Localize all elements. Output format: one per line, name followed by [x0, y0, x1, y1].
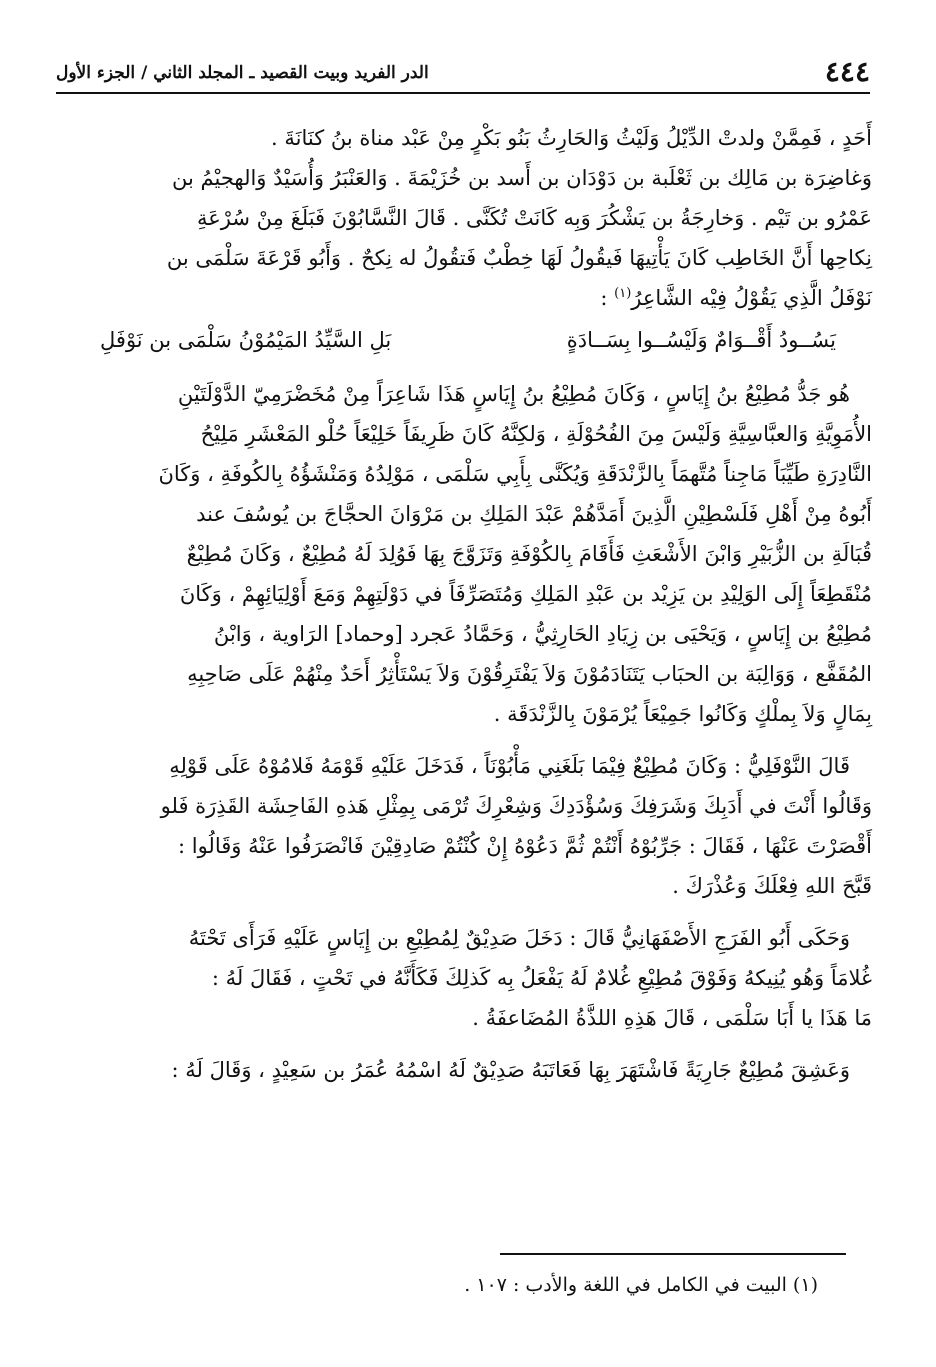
footnote-reference: (١): [614, 286, 632, 301]
paragraph-5: وَعَشِقَ مُطِيْعٌ جَارِيَةً فَاشْتَهَرَ بِهَا فَعَاتَبَهُ صَدِيْقٌ لَهُ اسْمُهُ عُمَرُ بن سَعِيْدٍ ، وَقَالَ لَهُ :: [171, 1058, 850, 1082]
body-text: [64, 118, 872, 1090]
footnote: (١) البيت في الكامل في اللغة والأدب : ١٠٧ .: [464, 1274, 818, 1296]
running-title: الدر الفريد وبيت القصيد ـ المجلد الثاني / الجزء الأول: [56, 63, 429, 83]
paragraph-4: وَحَكَى أَبُو الفَرَجِ الأَصْفَهَانِيُّ قَالَ : دَخَلَ صَدِيْقٌ لِمُطِيْعِ بن إِيَاسٍ عَلَيْهِ فَرَأَى تَحْتَهُ غُلامَاً وَهُو يُنِيكهُ وَفَوْقَ مُطِيْعِ غُلامٌ لَهُ يَفْعَلُ بِه كَذلِكَ فَكَأَنَّهُ في تَحْتٍ ، فَقَالَ لَهُ : مَا هَذَا يا أَبَا سَلْمَى ، قَالَ هَذِهِ اللذَّةُ المُضَاعفَةُ .: [188, 926, 872, 1030]
verse-first-hemistich: يَسُــودُ أَقْــوَامٌ وَلَيْسُــوا بِسَــادَةٍ: [566, 328, 836, 352]
footnote-divider: [500, 1253, 846, 1255]
paragraph-2: هُو جَدُّ مُطِيْعُ بنُ إِيَاسٍ ، وَكَانَ مُطِيْعُ بنُ إِيَاسٍ هَذَا شَاعِرَاً مِنْ مُخَضْرَمِيّ الدَّوْلَتَيْنِ الأُمَوِيَّةِ وَالعبَّاسِيَّةِ وَلَيْسَ مِنَ الفُحُوْلَةِ ، وَلكِنَّهُ كَانَ ظَرِيفَاً خَلِيْعَاً حُلْو المَعْشَرِ مَلِيْحُ النَّادِرَةِ طَيِّبَاً مَاجِناً مُتَّهمَاً بِالزَّنْدَقَةِ وَيُكَنَّى بِأَبِي سَلْمَى ، مَوْلِدُهُ وَمَنْشَؤُهُ بِالكُوفَةِ ، وَكَانَ أَبُوهُ مِنْ أَهْلِ فَلَسْطِيْنِ الَّذِينَ أَمَدَّهُمْ عَبْدَ المَلِكِ بن مَرْوَانَ الحجَّاجَ بن يُوسُفَ عند قُبَالَةِ بن الزُّبَيْرِ وَابْنَ الأَشْعَثِ فَأَقَامَ بِالكُوْفَةِ وَتَزَوَّجَ بِهَا فَوُلِدَ لَهُ مُطِيْعٌ ، وَكَانَ مُطِيْعٌ مُنْقَطِعَاً إِلَى الوَلِيْدِ بن يَزِيْد بن عَبْدِ المَلِكِ وَمُتَصَرِّفَاً في دَوْلَتِهِمْ وَمَعَ أَوْلِيَائِهِمْ ، وَكَانَ مُطِيْعُ بن إِيَاسٍ ، وَيَحْيَى بن زِيَادِ الحَارِثِيُّ ، وَحَمَّادُ عَجرد [وحماد] الرَاوية ، وَابْنُ المُقَفَّع ، وَوَالِبَة بن الحبَاب يَتَنَادَمُوْنَ وَلاَ يَفْتَرِقُوْنَ وَلاَ يَسْتَأْثِرُ أَحَدٌ مِنْهُمْ عَلَى صَاحِبِهِ بِمَالٍ وَلاَ بِملْكٍ وَكَانُوا جَمِيْعَاً يُرْمَوْنَ بِالزَّنْدَقَة .: [158, 382, 872, 726]
page-header: [56, 54, 870, 94]
poem-verse: [100, 320, 836, 360]
page-number: ٤٤٤: [824, 55, 870, 88]
paragraph-1-end: :: [600, 286, 615, 310]
paragraph-1-text: أَحَدٍ ، فَمِمَّنْ ولدتْ الدِّيْلُ وَلَيْثُ وَالحَارِثُ بَنُو بَكْرٍ مِنْ عَبْد مناة بنُ كنَانَةَ . وَغاضِرَة بن مَالِك بن ثَعْلَبة بن دَوْدَان بن أَسد بن خُزَيْمَةَ . وَالعَنْبَرُ وَأُسَيْدٌ وَالهجيْمُ بن عَمْرُو بن تَيْم . وَخارِجَةُ بن يَشْكُرَ وَبِه كَانَتْ تُكَنَّى . قَالَ النَّسَّابُوْنَ فَبَلَغَ مِنْ سُرْعَةِ نِكاحِها أَنَّ الخَاطِب كَانَ يَأْتِيهَا فَيقُولُ لَهَا خِطْبٌ فَتقُولُ له نِكحٌ . وَأَبُو قَرْعَةَ سَلْمَى بن نَوْفَلُ الَّذِي يَقُوْلُ فِيْه الشَّاعِرُ: [166, 126, 872, 310]
paragraph-3: قَالَ النَّوْفَلِيُّ : وَكَانَ مُطِيْعٌ فِيْمَا بَلَغَنِي مَأْبُوْنَاً ، فَدَخَلَ عَلَيْهِ قَوْمَهُ فَلامُوْهُ عَلَى قَوْلِهِ وَقَالُوا أَنْتَ في أَدَبِكَ وَشَرَفِكَ وَسُؤْدَدِكَ وَشِعْرِكَ تُرْمَى بِمِثْلِ هَذهِ الفَاحِشَة القَذِرَة فَلو أَقْصَرْتَ عَنْهَا ، فَقَالَ : جَرِّبُوْهُ أَنْتُمْ ثُمَّ دَعُوْهُ إِنْ كُنْتُمْ صَادِقِيْنَ فَانْصَرَفُوا عَنْهُ وَقَالُوا : قَبَّحَ اللهِ فِعْلَكَ وَعُذْرَكَ .: [160, 754, 872, 898]
paragraph-1: [64, 118, 872, 318]
verse-second-hemistich: بَلِ السَّيِّدُ المَيْمُوْنُ سَلْمَى بن نَوْفَلِ: [100, 328, 392, 352]
